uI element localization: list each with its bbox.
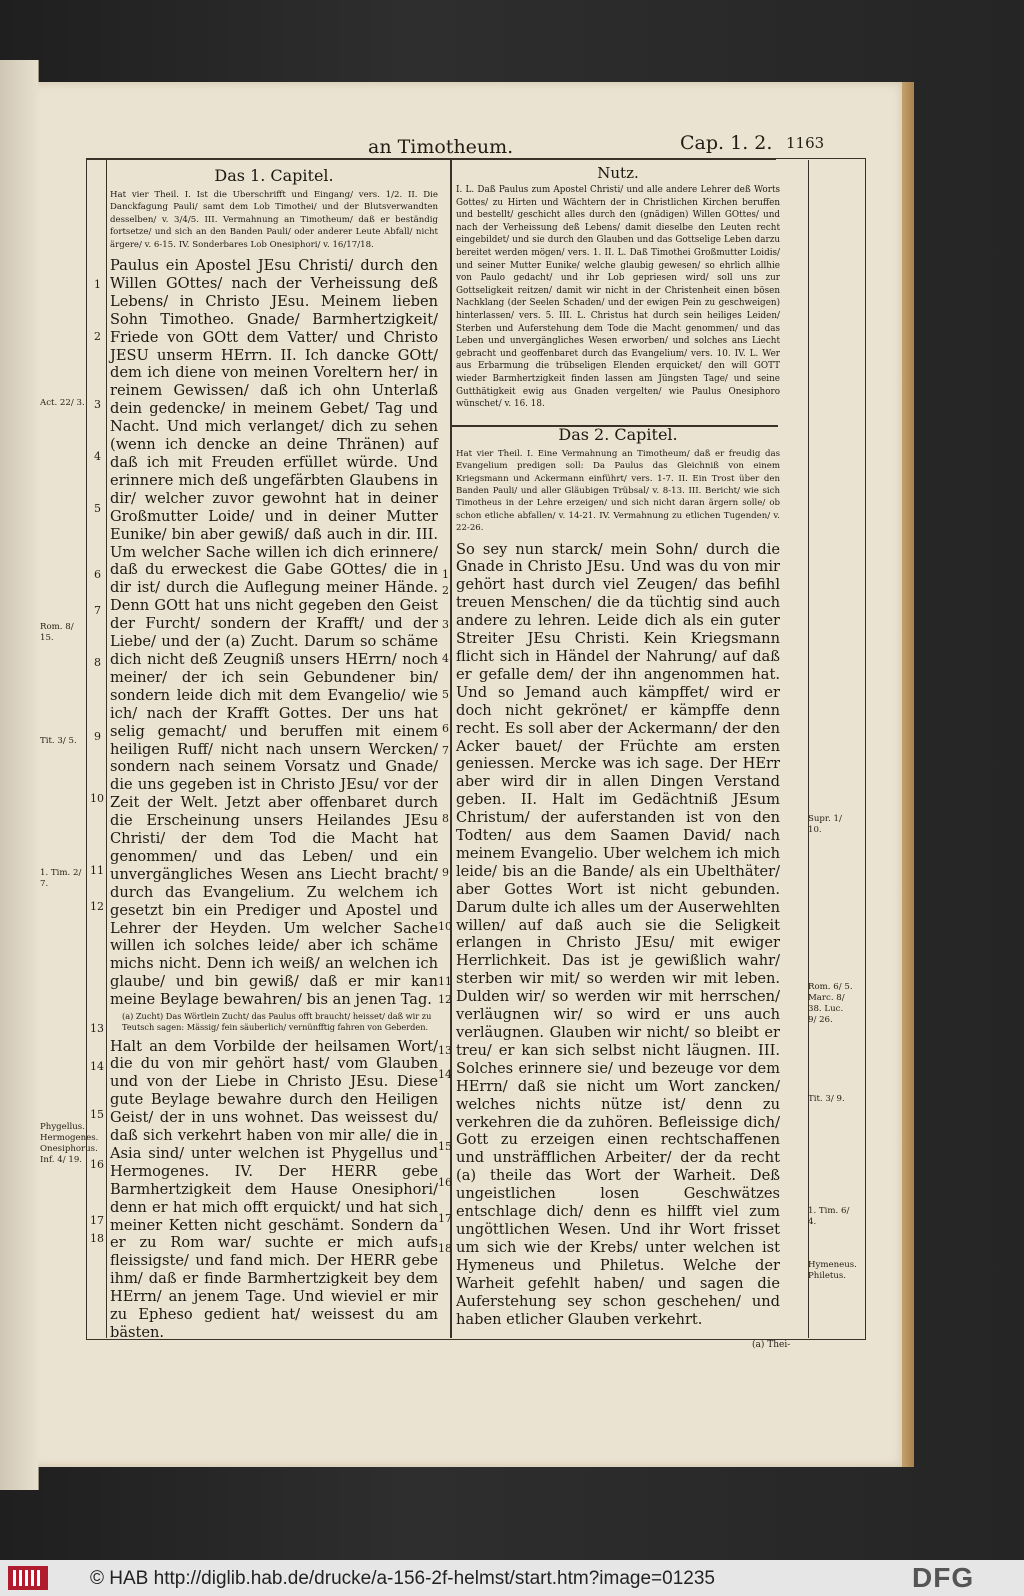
footer-bar <box>0 1560 1024 1596</box>
verse-number: 13 <box>90 1022 104 1035</box>
verse-number: 9 <box>94 730 101 743</box>
verse-number: 1 <box>442 568 449 581</box>
verse-number: 12 <box>90 900 104 913</box>
margin-note-right: Supr. 1/ 10. <box>808 814 842 835</box>
margin-note-right: Hymeneus. Philetus. <box>808 1260 857 1281</box>
chapter-1-text: Paulus ein Apostel JEsu Christi/ durch den Willen GOttes/ nach der Verheissung deß Lebens/ in Christo JEsu. Meinem lieben Sohn Timotheo. Gnade/ Barmhertzigkeit/ Friede von GOtt dem Vatter/ und Christo JESU unserm HErrn. II. Ich dancke GOtt/ dem ich diene von meinen Voreltern her/ in reinem Gewissen/ daß ich ohn Unterlaß dein gedencke/ in meinem Gebet/ Tag und Nacht. Und mich verlanget/ dich zu sehen (wenn ich dencke an deine Thränen) auf daß ich mit Freuden erfüllet würde. Und erinnere mich deß ungefärbten Glaubens in dir/ welcher zuvor gewohnt hat in deiner Großmutter Loide/ und in deiner Mutter Eunike/ bin aber gewiß/ daß auch in dir. III. Um welcher Sache willen ich dich erinnere/ daß du erweckest die Gabe GOttes/ die in dir ist/ durch die Auflegung meiner Hände. Denn GOtt hat uns nicht gegeben den Geist der Furcht/ sondern der Krafft/ und der Liebe/ und der (a) Zucht. Darum so schäme dich nicht deß Zeugniß unsers HErrn/ noch meiner/ der ich sein Gebundener bin/ sondern leide dich mit dem Evangelio/ wie ich/ nach der Krafft Gottes. Der uns hat selig gemacht/ und beruffen mit einem heiligen Ruff/ nicht nach unsern Wercken/ sondern nach seinem Vorsatz und Gnade/ die uns gegeben ist in Christo JEsu/ vor der Zeit der Welt. Jetzt aber offenbaret durch die Erscheinung unsers Heilandes JEsu Christi/ der dem Tod die Macht hat genommen/ und das Leben/ und ein unvergängliches Wesen ans Liecht bracht/ durch das Evangelium. Zu welchem ich gesetzt bin ein Prediger und Apostel und Lehrer der Heyden. Um welcher Sache willen ich solches leide/ aber ich schäme michs nicht. Denn ich weiß/ an welchen ich glaube/ und bin gewiß/ daß er mir kan meine Beylage bewahren/ bis an jenen Tag. <box>110 257 438 1009</box>
chapter-reference: Cap. 1. 2. <box>680 132 773 154</box>
verse-number: 3 <box>442 618 449 631</box>
verse-number: 8 <box>442 812 449 825</box>
verse-number: 17 <box>438 1212 452 1225</box>
verse-number: 16 <box>90 1158 104 1171</box>
verse-number: 10 <box>90 792 104 805</box>
column-divider <box>450 160 452 1338</box>
chapter-1-text-continued: Halt an dem Vorbilde der heilsamen Wort/ die du von mir gehört hast/ vom Glauben und von der Liebe in Christo JEsu. Diese gute Beylage bewahre durch den Heiligen Geist/ der in uns wohnet. Das weissest du/ daß sich verkehrt haben von mir alle/ die in Asia sind/ unter welchen ist Phygellus und Hermogenes. IV. Der HERR gebe Barmhertzigkeit dem Hause Onesiphori/ denn er hat mich offt erquickt/ und hat sich meiner Ketten nicht geschämt. Sondern da er zu Rom war/ suchte er mich aufs fleissigste/ und fand mich. Der HERR gebe ihm/ daß er finde Barmhertzigkeit bey dem HErrn/ an jenem Tage. Und wieviel er mir zu Epheso gedient hat/ weissest du am bästen. <box>110 1037 438 1341</box>
nutz-text: I. L. Daß Paulus zum Apostel Christi/ und alle andere Lehrer deß Worts Gottes/ zu Hirten und Wächtern der in Christlichen Kirchen beruffen und bestellt/ geschicht alles durch den (gnädigen) Willen GOttes/ und nach der Verheissung deß Lebens/ damit dieselbe den Leuten recht eingebildet/ und sie durch den Glauben und das Gottselige Leben darzu bereitet werden mögen/ vers. 1. II. L. Daß Timothei Großmutter Loidis/ und seiner Mutter Eunike/ welche glaubig gewesen/ so ehrlich allhie von Paulo gedacht/ und ihr Lob gepriesen wird/ soll uns zur Gottseligkeit reitzen/ damit wir nicht in der Christenheit einen bösen Nachklang (der Seelen Schaden/ und der ewigen Pein zu geschweigen) hinterlassen/ vers. 5. III. L. Christus hat durch sein heiliges Leiden/ Sterben und Auferstehung dem Tode die Macht genommen/ und das Leben und unvergängliches Wesen erworben/ und solches ans Liecht gebracht und geoffenbaret durch das Evangelium/ vers. 10. IV. L. Wer aus Erbarmung die trübseligen Elenden erquicket/ den will GOTT wieder Barmhertzigkeit finden lassen am Jüngsten Tage/ und seine Gutthätigkeit ewig aus Gnaden vergelten/ wie Paulus Onesiphoro wünschet/ v. 16. 18. <box>456 185 780 410</box>
verse-number: 16 <box>438 1176 452 1189</box>
verse-number: 7 <box>442 744 449 757</box>
running-title: an Timotheum. <box>368 136 514 158</box>
verse-number: 11 <box>438 975 452 988</box>
chapter-2-text: So sey nun starck/ mein Sohn/ durch die Gnade in Christo JEsu. Und was du von mir gehört hast durch viel Zeugen/ das befihl treuen Menschen/ die da tüchtig sind auch andere zu lehren. Leide dich als ein guter Streiter JEsu Christi. Kein Kriegsmann flicht sich in Händel der Nahrung/ auf daß er gefalle dem/ der ihn angenommen hat. Und so Jemand auch kämpffet/ wird er doch nicht gekrönet/ er kämpffe denn recht. Es soll aber der Ackermann/ der den Acker bauet/ der Früchte am ersten geniessen. Mercke was ich sage. Der HErr aber wird dir in allen Dingen Verstand geben. II. Halt im Gedächtniß JEsum Christum/ der auferstanden ist von den Todten/ aus dem Saamen David/ nach meinem Evangelio. Uber welchem ich mich leide/ bis an die Bande/ als ein Ubelthäter/ aber Gottes Wort ist nicht gebunden. Darum dulte ich alles um der Auserwehlten willen/ auf daß auch sie die Seligkeit erlangen in Christo JEsu/ mit ewiger Herrlichkeit. Das ist je gewißlich wahr/ sterben wir mit/ so werden wir mit leben. Dulden wir/ so werden wir mit herrschen/ verläugnen wir/ so wird er uns auch verläugnen. Glauben wir nicht/ so bleibt er treu/ er kan sich selbst nicht läugnen. III. Solches erinnere sie/ und bezeuge vor dem HErrn/ daß sie nicht um Wort zancken/ welches nichts nütze ist/ denn zu verkehren die da zuhören. Befleissige dich/ Gott zu erzeigen einen rechtschaffenen und unsträfflichen Arbeiter/ der da recht (a) theile das Wort der Warheit. Deß ungeistlichen losen Geschwätzes entschlage dich/ denn es hilfft viel zum ungöttlichen Wesen. Und ihr Wort frisset um sich wie der Krebs/ unter welchen ist Hymeneus und Philetus. Welche der Warheit gefehlt haben/ und sagen die Auferstehung sey schon geschehen/ und haben etlicher Glauben verkehrt. <box>456 540 780 1328</box>
catchword: (a) Thei- <box>752 1340 791 1350</box>
footer-source-link[interactable]: © HAB http://diglib.hab.de/drucke/a-156-2f-helmst/start.htm?image=01235 <box>90 1568 715 1589</box>
margin-note-right: 1. Tim. 6/ 4. <box>808 1206 850 1227</box>
verse-number: 10 <box>438 920 452 933</box>
verse-number: 3 <box>94 398 101 411</box>
verse-number: 2 <box>94 330 101 343</box>
margin-note-right: Rom. 6/ 5. Marc. 8/ 38. Luc. 9/ 26. <box>808 982 853 1025</box>
verse-number: 6 <box>442 722 449 735</box>
verse-number: 18 <box>90 1232 104 1245</box>
margin-note-left: Rom. 8/ 15. <box>40 622 74 643</box>
margin-note-left: Tit. 3/ 5. <box>40 736 77 746</box>
verse-number: 12 <box>438 993 452 1006</box>
left-margin-rule <box>106 160 107 1338</box>
verse-number: 5 <box>94 502 101 515</box>
verse-number: 14 <box>90 1060 104 1073</box>
nutz-title: Nutz. <box>597 164 639 182</box>
margin-note-left: 1. Tim. 2/ 7. <box>40 868 82 889</box>
left-column <box>110 166 438 1341</box>
verse-number: 5 <box>442 688 449 701</box>
verse-number: 11 <box>90 864 104 877</box>
verse-number: 4 <box>442 652 449 665</box>
margin-note-left: Phygellus. Hermogenes. Onesiphorus. Inf. 4/ 19. <box>40 1122 99 1165</box>
verse-number: 2 <box>442 584 449 597</box>
margin-note-left: Act. 22/ 3. <box>40 398 85 408</box>
verse-number: 15 <box>90 1108 104 1121</box>
header-rule <box>86 158 776 160</box>
right-margin-rule <box>808 160 809 1338</box>
margin-note-right: Tit. 3/ 9. <box>808 1094 845 1104</box>
chapter-1-title: Das 1. Capitel. <box>214 166 334 185</box>
verse-number: 14 <box>438 1068 452 1081</box>
verse-number: 7 <box>94 604 101 617</box>
verse-number: 15 <box>438 1140 452 1153</box>
dfg-logo: DFG <box>912 1562 975 1593</box>
page-edge <box>902 82 914 1467</box>
verse-number: 13 <box>438 1044 452 1057</box>
chapter-1-summary: Hat vier Theil. I. Ist die Uberschrifft und Eingang/ vers. 1/2. II. Die Danckfagung Pauli/ samt dem Lob Timothei/ und der Blutsverwandten desselben/ v. 3/4/5. III. Vermahnung an Timotheum/ daß er beständig fortsetze/ und sich an den Banden Pauli/ oder anderer Leute Abfall/ nicht ärgere/ v. 6-15. IV. Sonderbares Lob Onesiphori/ v. 16/17/18. <box>110 190 438 250</box>
hab-logo-icon <box>8 1566 48 1590</box>
verse-number: 1 <box>94 278 101 291</box>
verse-number: 18 <box>438 1242 452 1255</box>
chapter-1-footnote: (a) Zucht) Das Wörtlein Zucht/ das Paulus offt braucht/ heisset/ daß wir zu Teutsch sagen: Mässig/ fein säuberlich/ vernünfftig fahren von Geberden. <box>122 1011 432 1033</box>
verse-number: 17 <box>90 1214 104 1227</box>
verse-number: 6 <box>94 568 101 581</box>
verse-number: 4 <box>94 450 101 463</box>
chapter-2-summary: Hat vier Theil. I. Eine Vermahnung an Timotheum/ daß er freudig das Evangelium predigen soll: Da Paulus das Gleichniß von einem Kriegsmann und Ackermann einführt/ vers. 1-7. II. Ein Trost über den Banden Pauli/ und aller Gläubigen Trübsal/ v. 8-13. III. Bericht/ wie sich Timotheus in der Lehre erzeigen/ und sich nicht daran ärgern solle/ ob schon etliche abfallen/ v. 14-21. IV. Vermahnung zu etlichen Tugenden/ v. 22-26. <box>456 448 780 534</box>
previous-page-edge <box>0 60 39 1490</box>
right-column <box>456 164 780 1332</box>
verse-number: 8 <box>94 656 101 669</box>
page-number: 1163 <box>786 134 825 152</box>
chapter-2-title: Das 2. Capitel. <box>558 424 678 444</box>
verse-number: 9 <box>442 866 449 879</box>
